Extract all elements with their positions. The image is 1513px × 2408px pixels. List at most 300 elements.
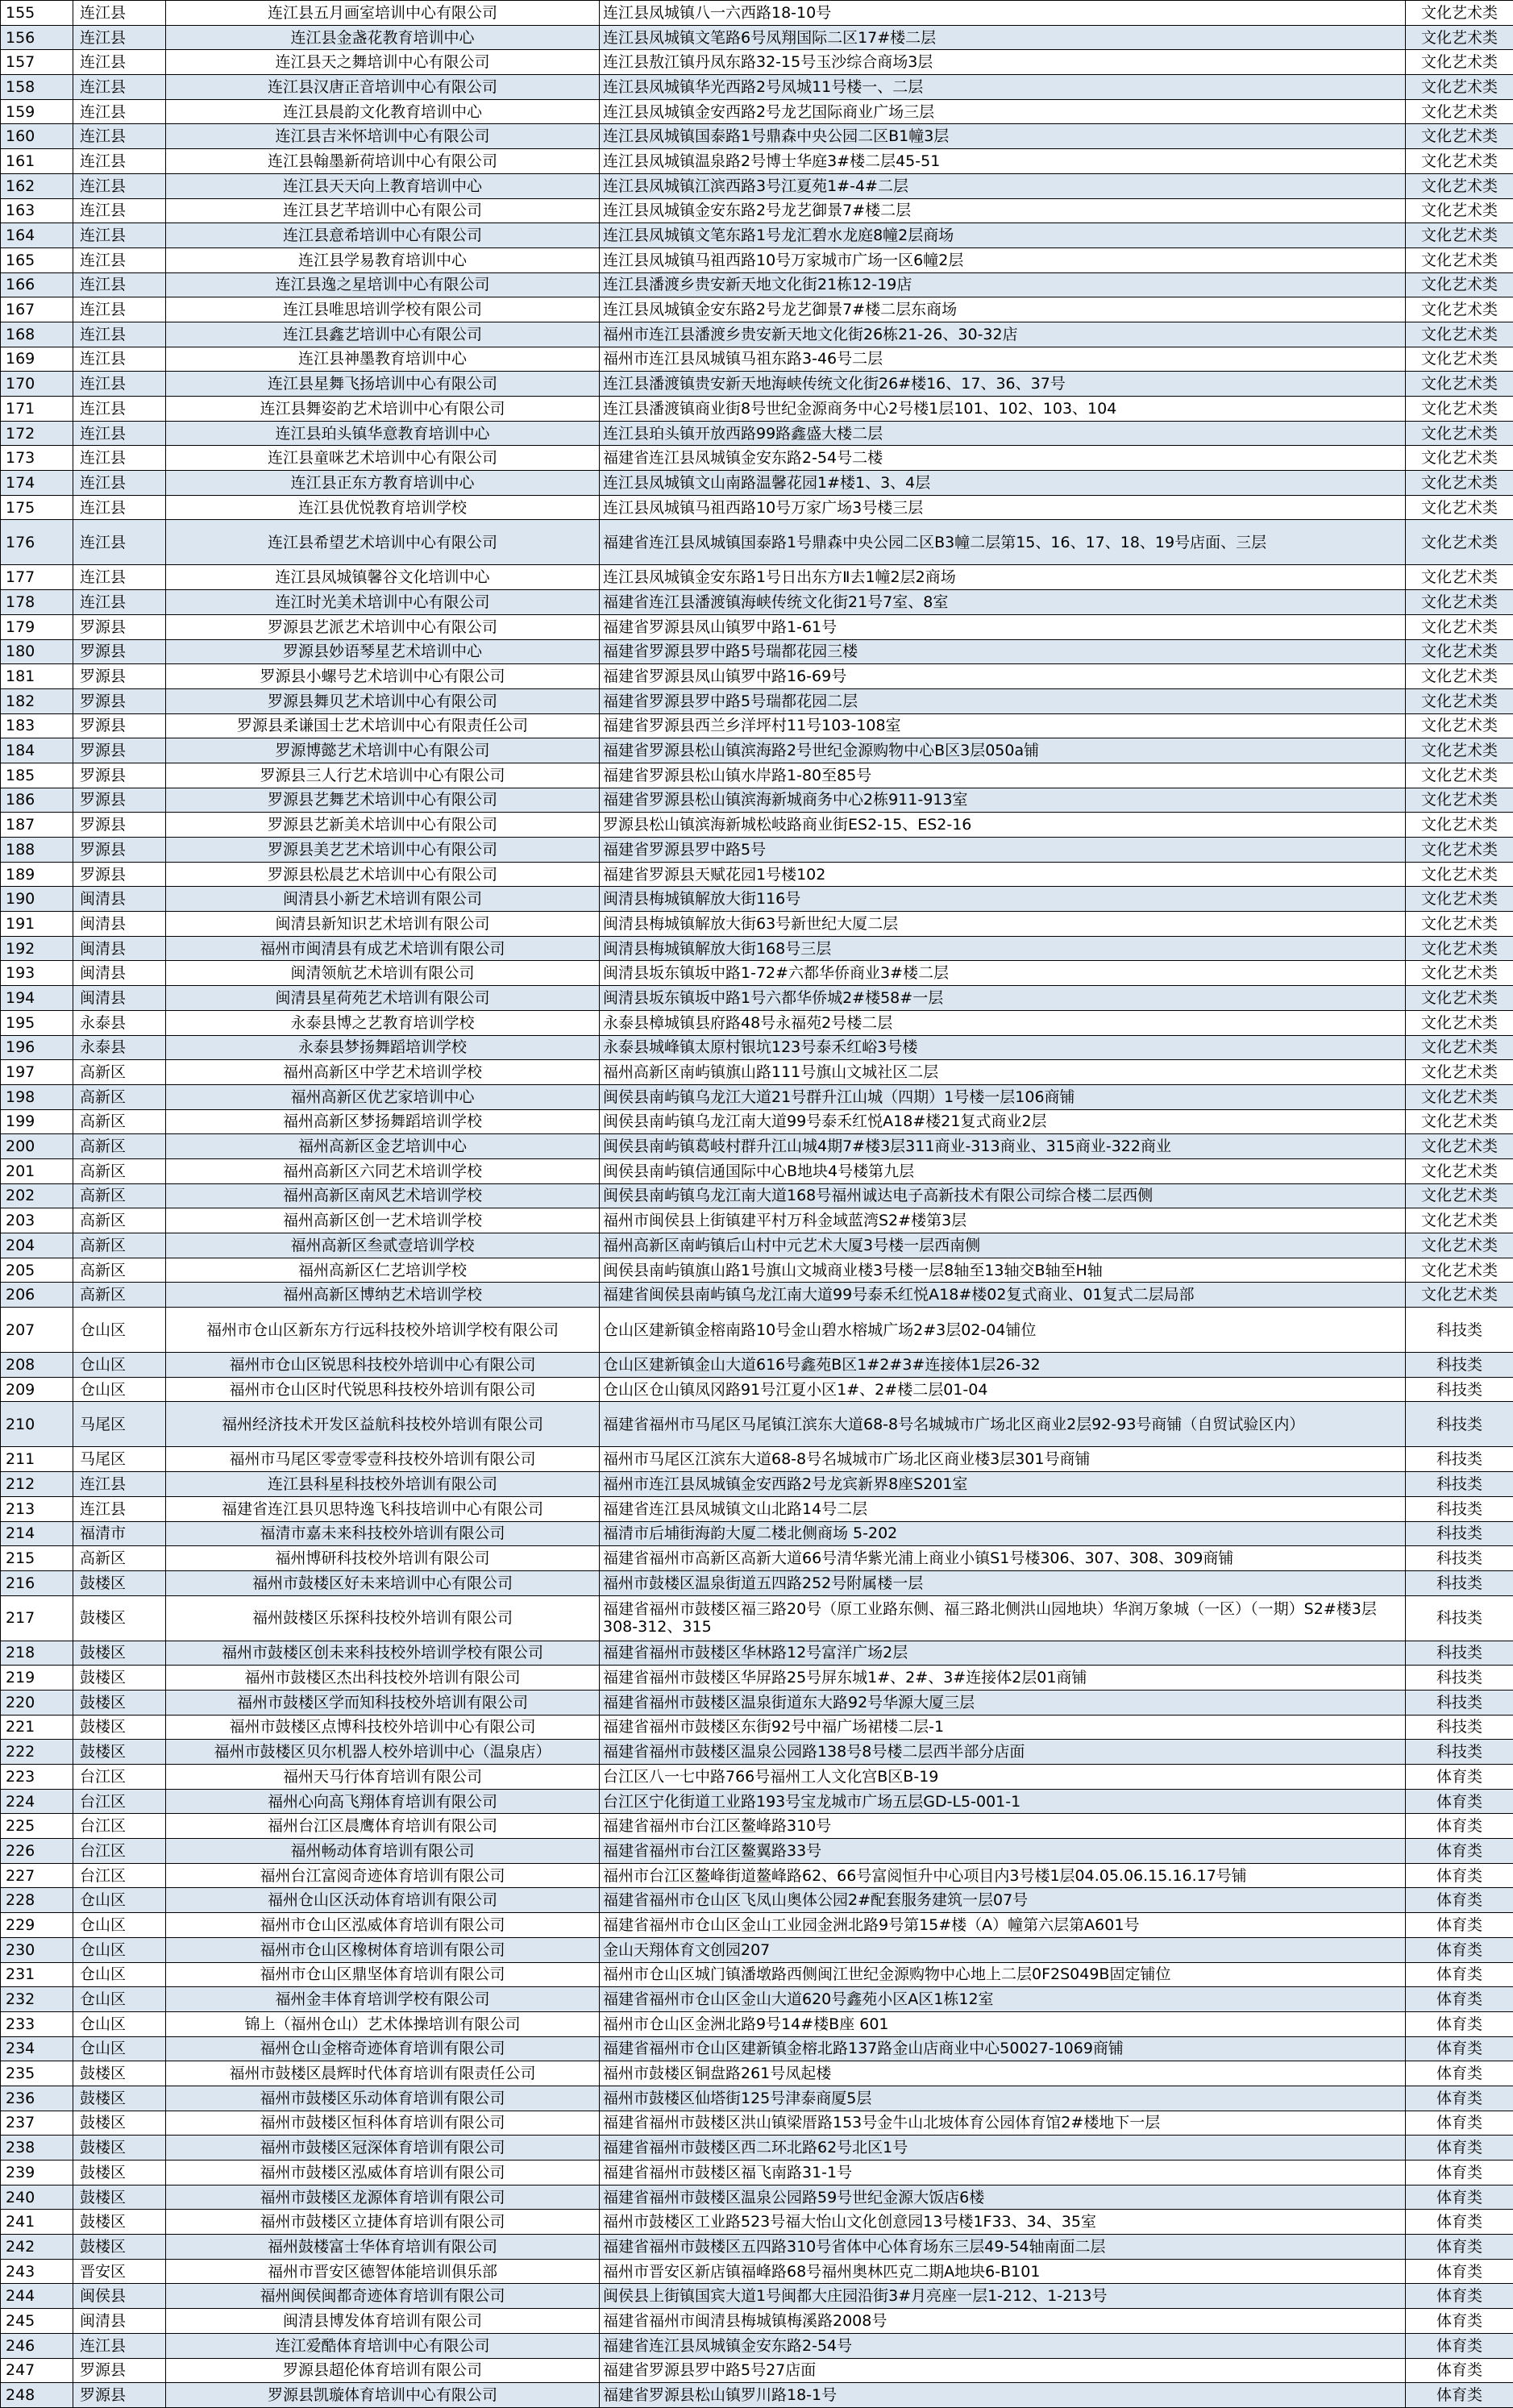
address-cell: 连江县凤城镇江滨西路3号江夏苑1#-4#二层 — [600, 173, 1406, 198]
table-row — [1, 2185, 1513, 2210]
address-cell: 福州高新区南屿镇旗山路111号旗山文城社区二层 — [600, 1060, 1406, 1085]
address-cell: 福建省福州市鼓楼区洪山镇梁厝路153号金牛山北坡体育公园体育馆2#楼地下一层 — [600, 2111, 1406, 2136]
table-row — [1, 738, 1513, 763]
address-cell: 仓山区建新镇金山大道616号鑫苑B区1#2#3#连接体1层26-32 — [600, 1353, 1406, 1378]
row-number: 246 — [1, 2333, 73, 2358]
table-row — [1, 446, 1513, 471]
table-row — [1, 1447, 1513, 1472]
category-cell: 体育类 — [1406, 1987, 1513, 2012]
district-cell: 罗源县 — [73, 614, 166, 639]
address-cell: 连江县潘渡镇贵安新天地海峡传统文化街26#楼16、17、36、37号 — [600, 372, 1406, 397]
table-row — [1, 2383, 1513, 2408]
table-body — [1, 1, 1513, 2408]
row-number: 200 — [1, 1134, 73, 1159]
district-cell: 马尾区 — [73, 1402, 166, 1447]
category-cell: 体育类 — [1406, 2061, 1513, 2086]
category-cell: 文化艺术类 — [1406, 1060, 1513, 1085]
address-cell: 永泰县城峰镇太原村银坑123号泰禾红峪3号楼 — [600, 1035, 1406, 1060]
table-row — [1, 1740, 1513, 1765]
district-cell: 闽清县 — [73, 961, 166, 986]
category-cell: 文化艺术类 — [1406, 590, 1513, 615]
institution-name-cell: 福州鼓楼区乐探科技校外培训有限公司 — [166, 1595, 600, 1641]
address-cell: 福建省福州市鼓楼区华林路12号富洋广场2层 — [600, 1641, 1406, 1666]
institution-name-cell: 福州高新区梦扬舞蹈培训学校 — [166, 1109, 600, 1134]
institution-name-cell: 永泰县博之艺教育培训学校 — [166, 1010, 600, 1035]
row-number: 170 — [1, 372, 73, 397]
row-number: 241 — [1, 2210, 73, 2235]
category-cell: 体育类 — [1406, 1839, 1513, 1864]
address-cell: 闽清县坂东镇坂中路1号六都华侨城2#楼58#一层 — [600, 986, 1406, 1011]
institution-name-cell: 连江县意希培训中心有限公司 — [166, 223, 600, 248]
institution-name-cell: 福州市仓山区新东方行远科技校外培训学校有限公司 — [166, 1308, 600, 1353]
table-row — [1, 2061, 1513, 2086]
category-cell: 科技类 — [1406, 1546, 1513, 1571]
row-number: 179 — [1, 614, 73, 639]
table-row — [1, 397, 1513, 422]
category-cell: 科技类 — [1406, 1666, 1513, 1691]
table-row — [1, 664, 1513, 689]
category-cell: 科技类 — [1406, 1740, 1513, 1765]
district-cell: 高新区 — [73, 1109, 166, 1134]
table-row — [1, 247, 1513, 272]
address-cell: 闽清县梅城镇解放大街116号 — [600, 887, 1406, 912]
district-cell: 高新区 — [73, 1183, 166, 1208]
district-cell: 连江县 — [73, 1496, 166, 1521]
address-cell: 福建省连江县凤城镇国泰路1号鼎森中央公园二区B3幢二层第15、16、17、18、19号店面、三层 — [600, 520, 1406, 565]
table-row — [1, 1472, 1513, 1497]
category-cell: 体育类 — [1406, 2284, 1513, 2309]
row-number: 202 — [1, 1183, 73, 1208]
category-cell: 文化艺术类 — [1406, 1283, 1513, 1308]
table-row — [1, 1789, 1513, 1814]
institution-name-cell: 连江县优悦教育培训学校 — [166, 495, 600, 520]
institution-name-cell: 福州经济技术开发区益航科技校外培训有限公司 — [166, 1402, 600, 1447]
table-row — [1, 1937, 1513, 1962]
row-number: 197 — [1, 1060, 73, 1085]
address-cell: 福建省福州市鼓楼区温泉公园路138号8号楼二层西半部分店面 — [600, 1740, 1406, 1765]
category-cell: 文化艺术类 — [1406, 1183, 1513, 1208]
district-cell: 闽清县 — [73, 2309, 166, 2334]
category-cell: 文化艺术类 — [1406, 347, 1513, 372]
row-number: 158 — [1, 75, 73, 100]
category-cell: 文化艺术类 — [1406, 664, 1513, 689]
address-cell: 福州市鼓楼区仙塔街125号津泰商厦5层 — [600, 2086, 1406, 2111]
row-number: 209 — [1, 1377, 73, 1402]
district-cell: 连江县 — [73, 397, 166, 422]
address-cell: 福建省福州市鼓楼区华屏路25号屏东城1#、2#、3#连接体2层01商铺 — [600, 1666, 1406, 1691]
row-number: 183 — [1, 713, 73, 738]
table-row — [1, 788, 1513, 813]
row-number: 231 — [1, 1962, 73, 1987]
row-number: 243 — [1, 2259, 73, 2284]
row-number: 195 — [1, 1010, 73, 1035]
category-cell: 文化艺术类 — [1406, 99, 1513, 124]
row-number: 163 — [1, 198, 73, 223]
row-number: 185 — [1, 763, 73, 788]
institution-name-cell: 福州市仓山区鼎坚体育培训有限公司 — [166, 1962, 600, 1987]
institution-name-cell: 罗源县舞贝艺术培训中心有限公司 — [166, 688, 600, 713]
district-cell: 罗源县 — [73, 763, 166, 788]
address-cell: 连江县凤城镇文山南路温馨花园1#楼1、3、4层 — [600, 471, 1406, 496]
table-row — [1, 1496, 1513, 1521]
district-cell: 仓山区 — [73, 1913, 166, 1938]
institution-name-cell: 连江时光美术培训中心有限公司 — [166, 590, 600, 615]
table-row — [1, 471, 1513, 496]
table-row — [1, 421, 1513, 446]
address-cell: 福建省罗源县凤山镇罗中路1-61号 — [600, 614, 1406, 639]
category-cell: 科技类 — [1406, 1308, 1513, 1353]
institution-name-cell: 福州市仓山区时代锐思科技校外培训有限公司 — [166, 1377, 600, 1402]
district-cell: 鼓楼区 — [73, 1570, 166, 1595]
address-cell: 闽清县梅城镇解放大街63号新世纪大厦二层 — [600, 912, 1406, 937]
table-row — [1, 2358, 1513, 2383]
district-cell: 连江县 — [73, 173, 166, 198]
category-cell: 文化艺术类 — [1406, 471, 1513, 496]
institution-name-cell: 连江县神墨教育培训中心 — [166, 347, 600, 372]
district-cell: 闽清县 — [73, 912, 166, 937]
institution-name-cell: 福州市鼓楼区龙源体育培训有限公司 — [166, 2185, 600, 2210]
table-row — [1, 763, 1513, 788]
district-cell: 仓山区 — [73, 1987, 166, 2012]
district-cell: 连江县 — [73, 75, 166, 100]
category-cell: 文化艺术类 — [1406, 763, 1513, 788]
district-cell: 台江区 — [73, 1765, 166, 1790]
institution-name-cell: 福州市鼓楼区乐动体育培训有限公司 — [166, 2086, 600, 2111]
row-number: 187 — [1, 813, 73, 838]
category-cell: 文化艺术类 — [1406, 565, 1513, 590]
address-cell: 连江县凤城镇华光西路2号凤城11号楼一、二层 — [600, 75, 1406, 100]
row-number: 214 — [1, 1521, 73, 1546]
category-cell: 科技类 — [1406, 1715, 1513, 1740]
district-cell: 鼓楼区 — [73, 2185, 166, 2210]
table-row — [1, 1035, 1513, 1060]
address-cell: 福建省福州市鼓楼区东街92号中福广场裙楼二层-1 — [600, 1715, 1406, 1740]
institution-name-cell: 福州天马行体育培训有限公司 — [166, 1765, 600, 1790]
table-row — [1, 1690, 1513, 1715]
district-cell: 仓山区 — [73, 1937, 166, 1962]
category-cell: 文化艺术类 — [1406, 495, 1513, 520]
table-row — [1, 1158, 1513, 1183]
category-cell: 体育类 — [1406, 2136, 1513, 2161]
district-cell: 鼓楼区 — [73, 1715, 166, 1740]
address-cell: 福州市连江县凤城镇金安西路2号龙宾新界8座S201室 — [600, 1472, 1406, 1497]
row-number: 228 — [1, 1888, 73, 1913]
district-cell: 台江区 — [73, 1814, 166, 1839]
category-cell: 科技类 — [1406, 1496, 1513, 1521]
address-cell: 福州市闽侯县上街镇建平村万科金域蓝湾S2#楼第3层 — [600, 1208, 1406, 1233]
district-cell: 罗源县 — [73, 788, 166, 813]
row-number: 182 — [1, 688, 73, 713]
institution-name-cell: 福清市嘉未来科技校外培训有限公司 — [166, 1521, 600, 1546]
category-cell: 体育类 — [1406, 1962, 1513, 1987]
category-cell: 文化艺术类 — [1406, 1035, 1513, 1060]
institution-name-cell: 连江县天天向上教育培训中心 — [166, 173, 600, 198]
institution-name-cell: 连江县星舞飞扬培训中心有限公司 — [166, 372, 600, 397]
row-number: 235 — [1, 2061, 73, 2086]
address-cell: 福建省连江县凤城镇金安东路2-54号二楼 — [600, 446, 1406, 471]
category-cell: 文化艺术类 — [1406, 124, 1513, 149]
table-row — [1, 1765, 1513, 1790]
table-row — [1, 713, 1513, 738]
category-cell: 文化艺术类 — [1406, 198, 1513, 223]
table-row — [1, 1666, 1513, 1691]
address-cell: 福州市鼓楼区铜盘路261号凤起楼 — [600, 2061, 1406, 2086]
table-row — [1, 2235, 1513, 2260]
institution-name-cell: 闽清县新知识艺术培训有限公司 — [166, 912, 600, 937]
row-number: 177 — [1, 565, 73, 590]
table-row — [1, 1641, 1513, 1666]
district-cell: 连江县 — [73, 198, 166, 223]
row-number: 226 — [1, 1839, 73, 1864]
table-row — [1, 372, 1513, 397]
address-cell: 福清市后埔街海韵大厦二楼北侧商场 5-202 — [600, 1521, 1406, 1546]
district-cell: 闽清县 — [73, 986, 166, 1011]
address-cell: 福建省罗源县西兰乡洋坪村11号103-108室 — [600, 713, 1406, 738]
district-cell: 连江县 — [73, 99, 166, 124]
address-cell: 台江区八一七中路766号福州工人文化宫B区B-19 — [600, 1765, 1406, 1790]
district-cell: 连江县 — [73, 297, 166, 322]
row-number: 194 — [1, 986, 73, 1011]
address-cell: 闽侯县南屿镇旗山路1号旗山文城商业楼3号楼一层8轴至13轴交B轴至H轴 — [600, 1258, 1406, 1283]
institution-name-cell: 福州闽侯闽都奇迹体育培训有限公司 — [166, 2284, 600, 2309]
address-cell: 连江县凤城镇金安东路1号日出东方Ⅱ去1幢2层2商场 — [600, 565, 1406, 590]
address-cell: 台江区宁化街道工业路193号宝龙城市广场五层GD-L5-001-1 — [600, 1789, 1406, 1814]
table-row — [1, 1402, 1513, 1447]
address-cell: 仓山区仓山镇凤冈路91号江夏小区1#、2#楼二层01-04 — [600, 1377, 1406, 1402]
district-cell: 罗源县 — [73, 2358, 166, 2383]
table-row — [1, 25, 1513, 50]
institution-name-cell: 闽清县小新艺术培训有限公司 — [166, 887, 600, 912]
address-cell: 连江县凤城镇马祖西路10号万家广场3号楼三层 — [600, 495, 1406, 520]
category-cell: 体育类 — [1406, 2185, 1513, 2210]
district-cell: 连江县 — [73, 495, 166, 520]
row-number: 208 — [1, 1353, 73, 1378]
table-row — [1, 50, 1513, 75]
row-number: 218 — [1, 1641, 73, 1666]
institution-name-cell: 连江县学易教育培训中心 — [166, 247, 600, 272]
address-cell: 福州高新区南屿镇后山村中元艺术大厦3号楼一层西南侧 — [600, 1233, 1406, 1258]
institution-name-cell: 连江县唯思培训学校有限公司 — [166, 297, 600, 322]
district-cell: 罗源县 — [73, 838, 166, 863]
row-number: 244 — [1, 2284, 73, 2309]
address-cell: 闽侯县南屿镇乌龙江南大道168号福州诚达电子高新技术有限公司综合楼二层西侧 — [600, 1183, 1406, 1208]
address-cell: 福州市鼓楼区工业路523号福大怡山文化创意园13号楼1F33、34、35室 — [600, 2210, 1406, 2235]
row-number: 230 — [1, 1937, 73, 1962]
table-row — [1, 2111, 1513, 2136]
row-number: 239 — [1, 2161, 73, 2185]
category-cell: 体育类 — [1406, 1913, 1513, 1938]
table-row — [1, 2011, 1513, 2036]
table-row — [1, 2161, 1513, 2185]
address-cell: 福建省罗源县罗中路5号27店面 — [600, 2358, 1406, 2383]
address-cell: 福建省罗源县松山镇滨海新城商务中心2栋911-913室 — [600, 788, 1406, 813]
address-cell: 福州市晋安区新店镇福峰路68号福州奥林匹克二期A地块6-B101 — [600, 2259, 1406, 2284]
address-cell: 福建省福州市仓山区建新镇金榕北路137路金山店商业中心50027-1069商铺 — [600, 2036, 1406, 2061]
address-cell: 闽侯县南屿镇乌龙江南大道99号泰禾红悦A18#楼21复式商业2层 — [600, 1109, 1406, 1134]
institution-name-cell: 连江县艺芊培训中心有限公司 — [166, 198, 600, 223]
institution-name-cell: 闽清县博发体育培训有限公司 — [166, 2309, 600, 2334]
institution-name-cell: 福州高新区六同艺术培训学校 — [166, 1158, 600, 1183]
table-row — [1, 1183, 1513, 1208]
address-cell: 福州市仓山区城门镇潘墩路西侧闽江世纪金源购物中心地上二层0F2S049B固定铺位 — [600, 1962, 1406, 1987]
table-row — [1, 1863, 1513, 1888]
address-cell: 福建省罗源县罗中路5号 — [600, 838, 1406, 863]
category-cell: 体育类 — [1406, 2111, 1513, 2136]
district-cell: 仓山区 — [73, 1308, 166, 1353]
address-cell: 连江县凤城镇温泉路2号博士华庭3#楼二层45-51 — [600, 149, 1406, 174]
address-cell: 福建省福州市鼓楼区五四路310号省体中心体育场东三层49-54轴南面二层 — [600, 2235, 1406, 2260]
district-cell: 连江县 — [73, 565, 166, 590]
institution-name-cell: 福州市鼓楼区好未来培训中心有限公司 — [166, 1570, 600, 1595]
institution-name-cell: 福州市鼓楼区恒科体育培训有限公司 — [166, 2111, 600, 2136]
institution-name-cell: 福州市鼓楼区泓威体育培训有限公司 — [166, 2161, 600, 2185]
institution-name-cell: 连江县珀头镇华意教育培训中心 — [166, 421, 600, 446]
table-row — [1, 99, 1513, 124]
address-cell: 福建省罗源县松山镇罗川路18-1号 — [600, 2383, 1406, 2408]
row-number: 176 — [1, 520, 73, 565]
district-cell: 罗源县 — [73, 813, 166, 838]
address-cell: 连江县凤城镇金安东路2号龙艺御景7#楼二层东商场 — [600, 297, 1406, 322]
row-number: 169 — [1, 347, 73, 372]
row-number: 161 — [1, 149, 73, 174]
row-number: 205 — [1, 1258, 73, 1283]
table-row — [1, 887, 1513, 912]
institution-name-cell: 罗源县凯璇体育培训中心有限公司 — [166, 2383, 600, 2408]
institution-name-cell: 罗源县美艺艺术培训中心有限公司 — [166, 838, 600, 863]
address-cell: 福建省罗源县松山镇滨海路2号世纪金源购物中心B区3层050a铺 — [600, 738, 1406, 763]
table-row — [1, 1715, 1513, 1740]
district-cell: 仓山区 — [73, 1888, 166, 1913]
address-cell: 福州市仓山区金洲北路9号14#楼B座 601 — [600, 2011, 1406, 2036]
row-number: 168 — [1, 322, 73, 347]
district-cell: 鼓楼区 — [73, 2061, 166, 2086]
institution-name-cell: 福州市晋安区德智体能培训俱乐部 — [166, 2259, 600, 2284]
row-number: 210 — [1, 1402, 73, 1447]
address-cell: 福建省福州市仓山区金山大道620号鑫苑小区A区1栋12室 — [600, 1987, 1406, 2012]
table-row — [1, 149, 1513, 174]
institution-name-cell: 福州市鼓楼区点博科技校外培训中心有限公司 — [166, 1715, 600, 1740]
table-row — [1, 75, 1513, 100]
category-cell: 文化艺术类 — [1406, 322, 1513, 347]
district-cell: 高新区 — [73, 1060, 166, 1085]
category-cell: 科技类 — [1406, 1641, 1513, 1666]
table-row — [1, 1888, 1513, 1913]
table-row — [1, 173, 1513, 198]
district-cell: 仓山区 — [73, 1353, 166, 1378]
category-cell: 科技类 — [1406, 1472, 1513, 1497]
address-cell: 福州市鼓楼区温泉街道五四路252号附属楼一层 — [600, 1570, 1406, 1595]
category-cell: 文化艺术类 — [1406, 862, 1513, 887]
row-number: 165 — [1, 247, 73, 272]
table-row — [1, 272, 1513, 297]
row-number: 233 — [1, 2011, 73, 2036]
row-number: 240 — [1, 2185, 73, 2210]
row-number: 220 — [1, 1690, 73, 1715]
table-row — [1, 1258, 1513, 1283]
institution-name-cell: 连江县翰墨新荷培训中心有限公司 — [166, 149, 600, 174]
district-cell: 连江县 — [73, 1472, 166, 1497]
row-number: 171 — [1, 397, 73, 422]
row-number: 164 — [1, 223, 73, 248]
row-number: 232 — [1, 1987, 73, 2012]
row-number: 227 — [1, 1863, 73, 1888]
table-row — [1, 1595, 1513, 1641]
address-cell: 连江县凤城镇马祖西路10号万家城市广场一区6幢2层 — [600, 247, 1406, 272]
category-cell: 体育类 — [1406, 2333, 1513, 2358]
address-cell: 福州市马尾区江滨东大道68-8号名城城市广场北区商业楼3层301号商铺 — [600, 1447, 1406, 1472]
address-cell: 福建省福州市仓山区金山工业园金洲北路9号第15#楼（A）幢第六层第A601号 — [600, 1913, 1406, 1938]
category-cell: 文化艺术类 — [1406, 813, 1513, 838]
row-number: 198 — [1, 1084, 73, 1109]
institution-name-cell: 福州台江区晨鹰体育培训有限公司 — [166, 1814, 600, 1839]
row-number: 190 — [1, 887, 73, 912]
institution-name-cell: 福州市马尾区零壹零壹科技校外培训有限公司 — [166, 1447, 600, 1472]
address-cell: 闽侯县南屿镇葛岐村群升江山城4期7#楼3层311商业-313商业、315商业-322商业 — [600, 1134, 1406, 1159]
district-cell: 高新区 — [73, 1208, 166, 1233]
row-number: 181 — [1, 664, 73, 689]
category-cell: 体育类 — [1406, 1937, 1513, 1962]
table-row — [1, 124, 1513, 149]
category-cell: 文化艺术类 — [1406, 50, 1513, 75]
institution-name-cell: 连江县五月画室培训中心有限公司 — [166, 1, 600, 26]
row-number: 196 — [1, 1035, 73, 1060]
institution-name-cell: 福建省连江县贝思特逸飞科技培训中心有限公司 — [166, 1496, 600, 1521]
address-cell: 福建省罗源县凤山镇罗中路16-69号 — [600, 664, 1406, 689]
row-number: 215 — [1, 1546, 73, 1571]
address-cell: 连江县潘渡乡贵安新天地文化街21栋12-19店 — [600, 272, 1406, 297]
table-row — [1, 838, 1513, 863]
table-row — [1, 639, 1513, 664]
table-row — [1, 1308, 1513, 1353]
row-number: 219 — [1, 1666, 73, 1691]
row-number: 216 — [1, 1570, 73, 1595]
category-cell: 文化艺术类 — [1406, 297, 1513, 322]
institution-name-cell: 福州市仓山区橡树体育培训有限公司 — [166, 1937, 600, 1962]
district-cell: 罗源县 — [73, 2383, 166, 2408]
address-cell: 福建省罗源县罗中路5号瑞都花园二层 — [600, 688, 1406, 713]
row-number: 237 — [1, 2111, 73, 2136]
district-cell: 连江县 — [73, 1, 166, 26]
table-row — [1, 1521, 1513, 1546]
row-number: 189 — [1, 862, 73, 887]
row-number: 221 — [1, 1715, 73, 1740]
institution-name-cell: 福州心向高飞翔体育培训有限公司 — [166, 1789, 600, 1814]
institution-name-cell: 福州高新区南风艺术培训学校 — [166, 1183, 600, 1208]
category-cell: 文化艺术类 — [1406, 421, 1513, 446]
district-cell: 台江区 — [73, 1839, 166, 1864]
table-row — [1, 1546, 1513, 1571]
category-cell: 文化艺术类 — [1406, 1134, 1513, 1159]
table-row — [1, 1377, 1513, 1402]
district-cell: 罗源县 — [73, 862, 166, 887]
row-number: 166 — [1, 272, 73, 297]
address-cell: 福建省福州市鼓楼区西二环北路62号北区1号 — [600, 2136, 1406, 2161]
address-cell: 连江县凤城镇文笔路6号凤翔国际二区17#楼二层 — [600, 25, 1406, 50]
institution-name-cell: 连江县晨韵文化教育培训中心 — [166, 99, 600, 124]
row-number: 236 — [1, 2086, 73, 2111]
category-cell: 体育类 — [1406, 2383, 1513, 2408]
address-cell: 福建省福州市台江区鳌峰路310号 — [600, 1814, 1406, 1839]
institution-name-cell: 福州市鼓楼区冠深体育培训有限公司 — [166, 2136, 600, 2161]
category-cell: 文化艺术类 — [1406, 1208, 1513, 1233]
institution-name-cell: 闽清县星荷苑艺术培训有限公司 — [166, 986, 600, 1011]
institution-name-cell: 连江爱酷体育培训中心有限公司 — [166, 2333, 600, 2358]
category-cell: 文化艺术类 — [1406, 713, 1513, 738]
address-cell: 福建省福州市高新区高新大道66号清华紫光浦上商业小镇S1号楼306、307、308、309商铺 — [600, 1546, 1406, 1571]
institution-name-cell: 福州高新区优艺家培训中心 — [166, 1084, 600, 1109]
table-row — [1, 565, 1513, 590]
institution-name-cell: 连江县鑫艺培训中心有限公司 — [166, 322, 600, 347]
